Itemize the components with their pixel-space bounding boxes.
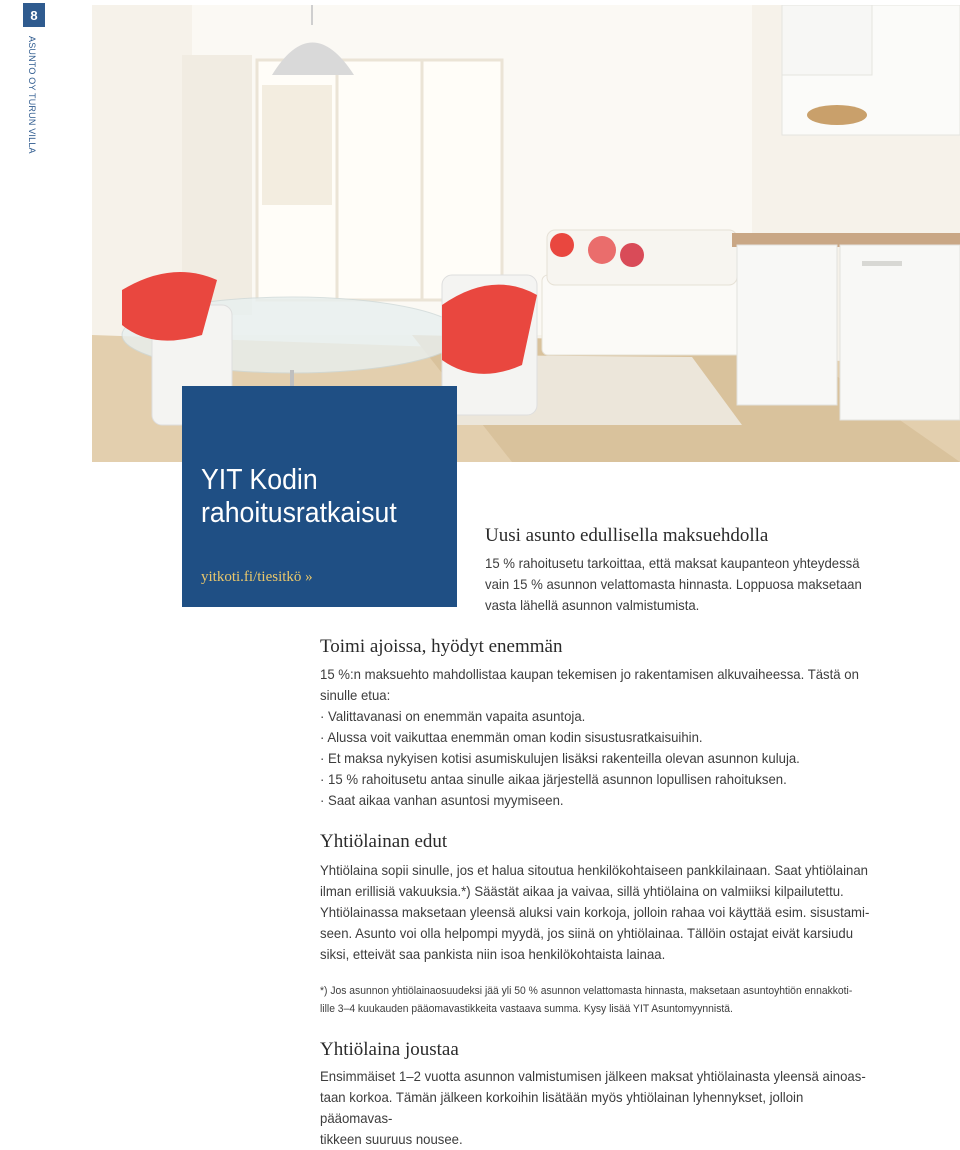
page-number: 8 (23, 3, 45, 27)
hero-box (182, 386, 457, 607)
hero-title (201, 464, 397, 530)
footnote-line: *) Jos asunnon yhtiölainaosuudeksi jää yli 50 % asunnon velattomasta hinnasta, maksetaan asuntoyhtiön ennakkoti- (320, 985, 853, 997)
text-line: 15 % rahoitusetu tarkoittaa, että maksat kaupanteon yhteydessä (485, 555, 860, 571)
section4-heading: Yhtiölaina joustaa (320, 1039, 459, 1060)
text-line: tikkeen suuruus nousee. (320, 1131, 463, 1147)
text-line: vain 15 % asunnon velattomasta hinnasta. Loppuosa maksetaan (485, 576, 862, 592)
hero-title-line2: rahoitusratkaisut (201, 497, 397, 529)
bullet-item: · Saat aikaa vanhan asuntosi myymiseen. (320, 792, 564, 808)
text-line: Yhtiölainassa maksetaan yleensä aluksi vain korkoja, jolloin rahaa voi käyttää esim. sisustami- (320, 904, 870, 920)
text-line: 15 %:n maksuehto mahdollistaa kaupan tekemisen jo rakentamisen alkuvaiheessa. Tästä on (320, 666, 859, 682)
bullet-item: · Alussa voit vaikuttaa enemmän oman kodin sisustusratkaisuihin. (320, 729, 703, 745)
section2-heading: Toimi ajoissa, hyödyt enemmän (320, 636, 563, 657)
section1-text (485, 553, 866, 616)
text-line: siksi, etteivät saa pankista niin isoa henkilökohtaista lainaa. (320, 946, 666, 962)
bullet-item: · 15 % rahoitusetu antaa sinulle aikaa järjestellä asunnon lopullisen rahoituksen. (320, 771, 787, 787)
text-line: ilman erillisiä vakuuksia.*) Säästät aikaa ja vaivaa, sillä yhtiölaina on valmiiksi kilpailutettu. (320, 883, 844, 899)
text-line: vasta lähellä asunnon valmistumista. (485, 597, 700, 613)
footnote-line: lille 3–4 kuukauden pääomavastikkeita vastaava summa. Kysy lisää YIT Asuntomyynnistä. (320, 1003, 733, 1015)
text-line: Yhtiölaina sopii sinulle, jos et halua sitoutua henkilökohtaiseen pankkilainaan. Saat yhtiölainan (320, 862, 868, 878)
hero-link[interactable]: yitkoti.fi/tiesitkö » (201, 569, 313, 585)
bullet-item: · Et maksa nykyisen kotisi asumiskulujen lisäksi rakenteilla olevan asunnon kuluja. (320, 750, 800, 766)
section4-text (320, 1066, 870, 1150)
text-line: sinulle etua: (320, 687, 391, 703)
section2-text (320, 664, 865, 811)
bullet-item: · Valittavanasi on enemmän vapaita asuntoja. (320, 708, 586, 724)
side-label: ASUNTO OY TURUN VILLA (27, 36, 37, 154)
section3-heading: Yhtiölainan edut (320, 831, 448, 852)
section3-text (320, 860, 870, 965)
section1-heading: Uusi asunto edullisella maksuehdolla (485, 525, 769, 546)
footnote (320, 982, 875, 1018)
text-line: taan korkoa. Tämän jälkeen korkoihin lisätään myös yhtiölainan lyhennykset, jolloin pääomavas- (320, 1089, 804, 1126)
text-line: Ensimmäiset 1–2 vuotta asunnon valmistumisen jälkeen maksat yhtiölainasta yleensä ainoas- (320, 1068, 866, 1084)
text-line: seen. Asunto voi olla helpompi myydä, jos siinä on yhtiölainaa. Tällöin ostajat eivät karsiudu (320, 925, 854, 941)
hero-title-line1: YIT Kodin (201, 464, 318, 496)
